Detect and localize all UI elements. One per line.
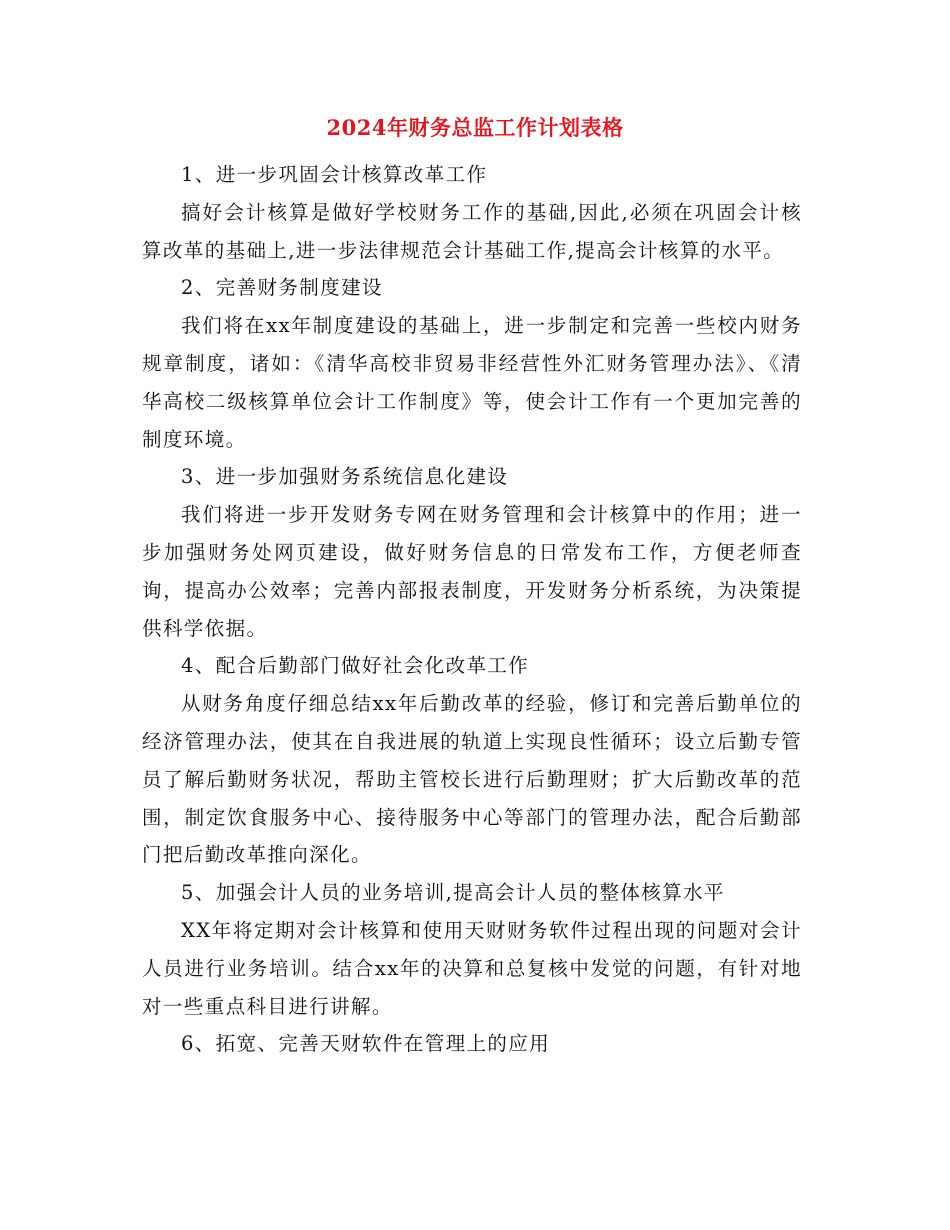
section-heading-1: 1、进一步巩固会计核算改革工作 bbox=[181, 163, 488, 186]
section-heading-3: 3、进一步加强财务系统信息化建设 bbox=[181, 465, 509, 489]
paragraph-1: 搞好会计核算是做好学校财务工作的基础,因此,必须在巩固会计核算改革的基础上,进一步法律规范会计基础工作,提高会计核算的水平。 bbox=[142, 200, 802, 262]
section-heading-5: 5、加强会计人员的业务培训,提高会计人员的整体核算水平 bbox=[181, 881, 725, 905]
section-heading-6: 6、拓宽、完善天财软件在管理上的应用 bbox=[181, 1032, 551, 1056]
paragraph-2: 我们将在xx年制度建设的基础上，进一步制定和完善一些校内财务规章制度，诸如：《清华高校非贸易非经营性外汇财务管理办法》、《清华高校二级核算单位会计工作制度》等，使会计工作有一个更加完善的制度环境。 bbox=[142, 314, 802, 451]
paragraph-5: XX年将定期对会计核算和使用天财财务软件过程出现的问题对会计人员进行业务培训。结合xx年的决算和总复核中发觉的问题，有针对地对一些重点科目进行讲解。 bbox=[142, 918, 802, 1018]
document-body bbox=[142, 156, 802, 1063]
section-heading-4: 4、配合后勤部门做好社会化改革工作 bbox=[181, 654, 530, 678]
paragraph-3: 我们将进一步开发财务专网在财务管理和会计核算中的作用；进一步加强财务处网页建设，做好财务信息的日常发布工作，方便老师查询，提高办公效率；完善内部报表制度，开发财务分析系统，为决策提供科学依据。 bbox=[142, 503, 802, 640]
paragraph-4: 从财务角度仔细总结xx年后勤改革的经验，修订和完善后勤单位的经济管理办法，使其在自我进展的轨道上实现良性循环；设立后勤专管员了解后勤财务状况，帮助主管校长进行后勤理财；扩大后勤改革的范围，制定饮食服务中心、接待服务中心等部门的管理办法，配合后勤部门把后勤改革推向深化。 bbox=[142, 692, 802, 867]
section-heading-2: 2、完善财务制度建设 bbox=[181, 276, 383, 300]
document-title: 2024年财务总监工作计划表格 bbox=[326, 115, 624, 140]
